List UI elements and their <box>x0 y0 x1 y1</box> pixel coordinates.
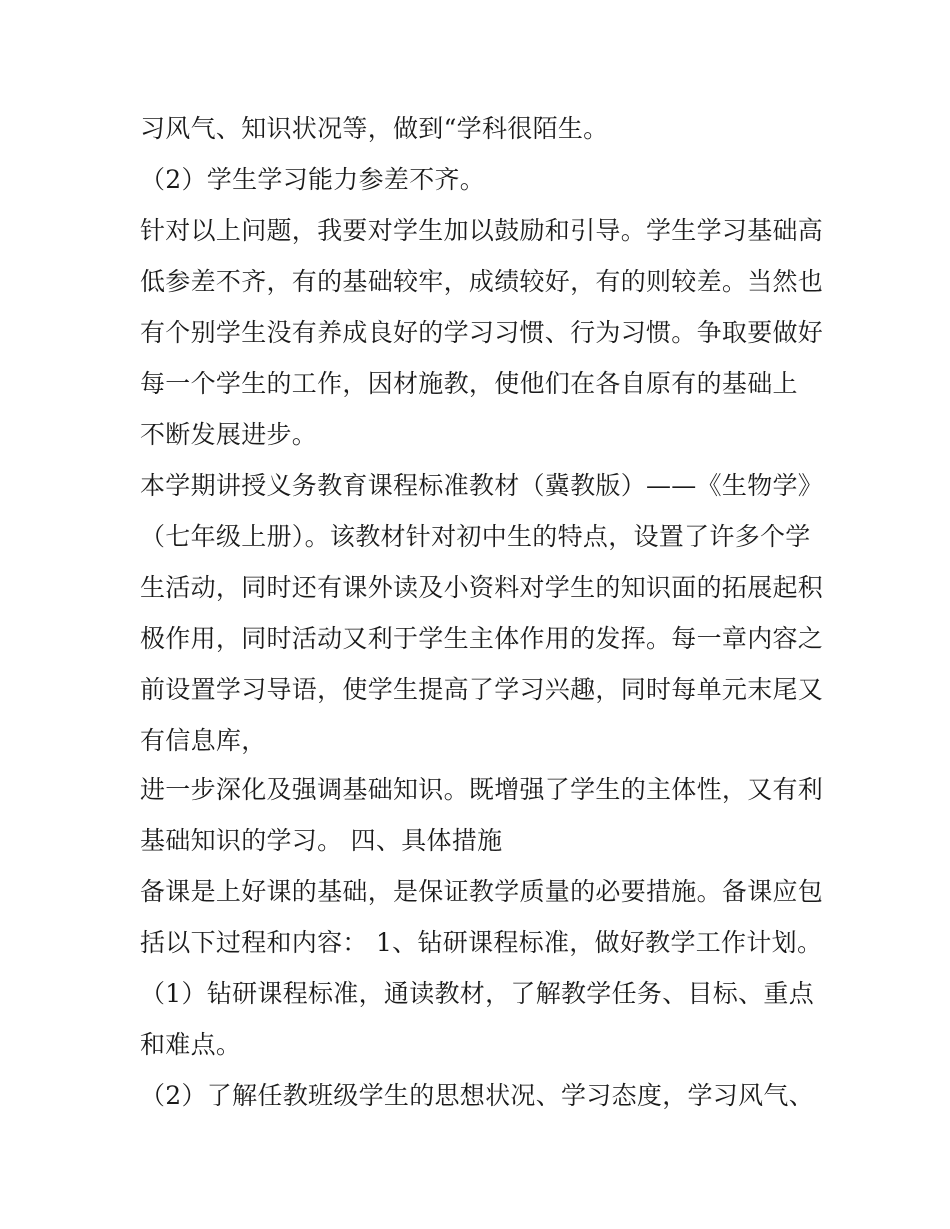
text-line: （2）学生学习能力参差不齐。 <box>140 165 486 194</box>
text-line: 习风气、知识状况等，做到“学科很陌生。 <box>140 114 609 143</box>
text-line: 括以下过程和内容： 1、钻研课程标准，做好教学工作计划。 <box>140 928 823 957</box>
text-line: 不断发展进步。 <box>140 420 318 449</box>
text-line: 本学期讲授义务教育课程标准教材（冀教版）——《生物学》 <box>140 471 824 500</box>
text-line: 有个别学生没有养成良好的学习习惯、行为习惯。争取要做好 <box>140 318 824 347</box>
text-line: （1）钻研课程标准，通读教材，了解教学任务、目标、重点 <box>140 979 815 1008</box>
text-line: 备课是上好课的基础，是保证教学质量的必要措施。备课应包 <box>140 877 824 906</box>
text-line: 前设置学习导语，使学生提高了学习兴趣，同时每单元末尾又 <box>140 675 824 704</box>
text-line: 每一个学生的工作，因材施教，使他们在各自原有的基础上 <box>140 369 798 398</box>
text-line: 和难点。 <box>140 1030 242 1059</box>
text-line: 针对以上问题，我要对学生加以鼓励和引导。学生学习基础高 <box>140 216 824 245</box>
text-line: 进一步深化及强调基础知识。既增强了学生的主体性，又有利 <box>140 775 824 804</box>
text-line: 极作用，同时活动又利于学生主体作用的发挥。每一章内容之 <box>140 624 824 653</box>
text-line: 低参差不齐，有的基础较牢，成绩较好，有的则较差。当然也 <box>140 267 824 296</box>
text-line: 基础知识的学习。 四、具体措施 <box>140 826 503 855</box>
text-line: （2）了解任教班级学生的思想状况、学习态度，学习风气、 <box>140 1081 815 1110</box>
text-line: （七年级上册）。该教材针对初中生的特点，设置了许多个学 <box>140 522 811 551</box>
text-line: 有信息库， <box>140 726 267 755</box>
text-line: 生活动，同时还有课外读及小资料对学生的知识面的拓展起积 <box>140 573 824 602</box>
